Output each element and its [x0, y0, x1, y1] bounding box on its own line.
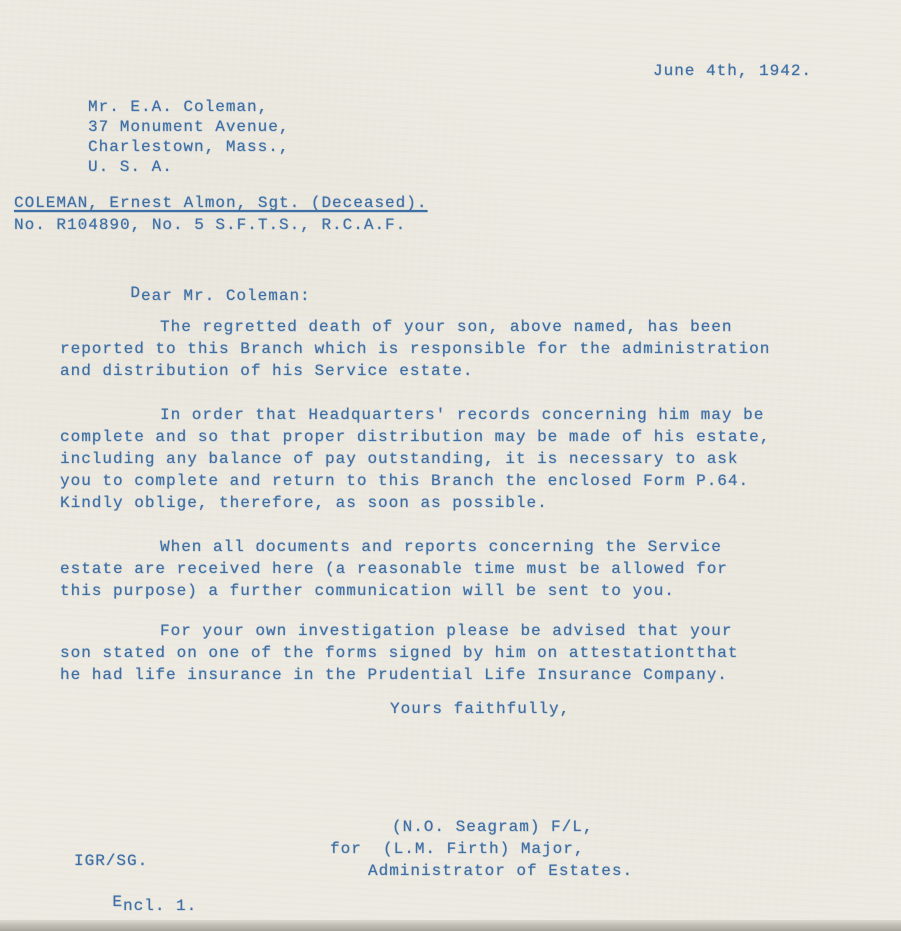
enclosure-initial: E: [112, 893, 124, 911]
text-line: When all documents and reports concerning the Service: [160, 538, 722, 556]
text-line: estate are received here (a reasonable time must be allowed for: [60, 560, 728, 578]
typist-reference: IGR/SG.: [74, 852, 149, 870]
recipient-address: [88, 97, 289, 177]
scan-bottom-edge: [0, 920, 901, 931]
text-line: and distribution of his Service estate.: [60, 362, 474, 380]
text-line: The regretted death of your son, above named, has been: [160, 318, 733, 336]
text-line: reported to this Branch which is responsible for the administration: [60, 340, 771, 358]
salutation-initial: D: [130, 284, 142, 302]
case-reference-service-line: No. R104890, No. 5 S.F.T.S., R.C.A.F.: [14, 216, 407, 234]
date-line: June 4th, 1942.: [653, 62, 813, 80]
case-reference-name-line: COLEMAN, Ernest Almon, Sgt. (Deceased).: [14, 194, 428, 212]
paragraph-2: [60, 404, 820, 514]
text-line: complete and so that proper distribution may be made of his estate,: [60, 428, 771, 446]
text-line: he had life insurance in the Prudential Life Insurance Company.: [60, 666, 728, 684]
text-line: Mr. E.A. Coleman,: [88, 98, 269, 116]
text-line: you to complete and return to this Branch the enclosed Form P.64.: [60, 472, 750, 490]
text-line: In order that Headquarters' records concerning him may be: [160, 406, 765, 424]
text-line: (N.O. Seagram) F/L,: [392, 818, 594, 836]
text-line: Kindly oblige, therefore, as soon as possible.: [60, 494, 548, 512]
text-line: 37 Monument Avenue,: [88, 118, 290, 136]
case-reference-block: [14, 192, 427, 236]
text-line: For your own investigation please be advised that your: [160, 622, 733, 640]
closing-line: Yours faithfully,: [390, 700, 571, 718]
enclosure-rest: ncl. 1.: [123, 897, 198, 915]
paragraph-3: [60, 536, 820, 602]
text-line: son stated on one of the forms signed by him on attestationtthat: [60, 644, 739, 662]
signature-block: [330, 816, 633, 882]
salutation-rest: ear Mr. Coleman:: [141, 287, 311, 305]
text-line: for (L.M. Firth) Major,: [330, 840, 585, 858]
text-line: Charlestown, Mass.,: [88, 138, 290, 156]
paragraph-4: [60, 620, 820, 686]
text-line: U. S. A.: [88, 158, 173, 176]
text-line: including any balance of pay outstanding, it is necessary to ask: [60, 450, 739, 468]
text-line: this purpose) a further communication will be sent to you.: [60, 582, 675, 600]
paragraph-1: [60, 316, 820, 382]
text-line: Administrator of Estates.: [368, 862, 634, 880]
